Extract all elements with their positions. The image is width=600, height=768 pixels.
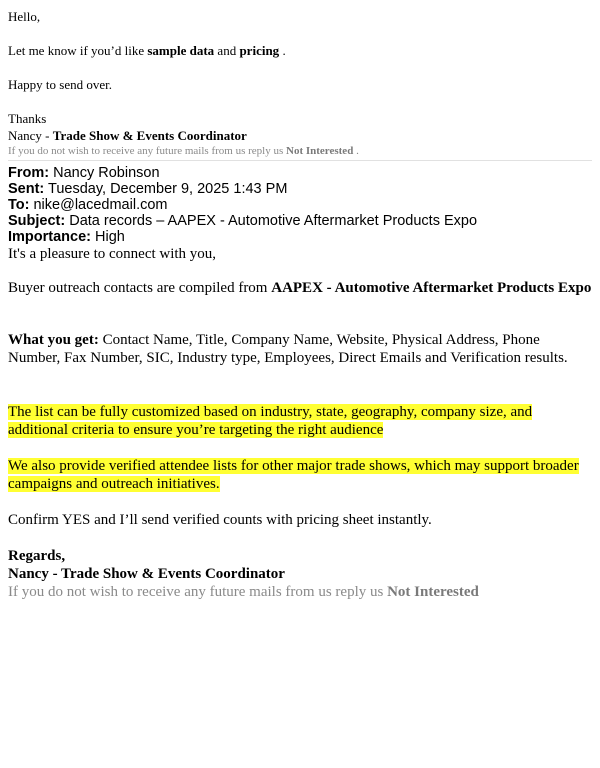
to-label: To: [8,197,30,213]
highlighted-text: We also provide verified attendee lists for other major trade shows, which may support broader campaigns and outreach initiatives. [8,458,579,492]
sent-value: Tuesday, December 9, 2025 1:43 PM [44,181,288,197]
pricing-text: pricing [239,43,280,58]
not-interested-text: Not Interested [387,584,479,600]
header-from [8,165,160,181]
subject-value: Data records – AAPEX - Automotive Aftermarket Products Expo [65,213,478,229]
what-you-get-label: What you get: [8,332,99,348]
body-paragraph-attendee-lists [8,457,592,493]
highlighted-text: The list can be fully customized based on industry, state, geography, company size, and additional criteria to ensure you’re targeting the right audience [8,404,533,438]
header-sent [8,181,287,197]
header-to [8,197,168,213]
quoted-line-sample-pricing: Let me know if you’d like sample data and pricing . [8,43,286,58]
quoted-greeting: Hello, [8,9,41,24]
subject-label: Subject: [8,213,66,229]
body-paragraph-customized [8,403,592,439]
event-name-text: AAPEX - Automotive Aftermarket Products Expo [271,280,592,296]
body-paragraph-source: Buyer outreach contacts are compiled from AAPEX - Automotive Aftermarket Products Expo [8,280,592,296]
quoted-unsubscribe-note: If you do not wish to receive any future mails from us reply us Not Interested . [8,145,359,157]
body-paragraph-what-you-get: What you get: Contact Name, Title, Company Name, Website, Physical Address, Phone Number, Fax Number, SIC, Industry type, Employees, Direct Emails and Verification results. [8,332,568,366]
importance-value: High [91,229,125,245]
body-signature: Nancy - Trade Show & Events Coordinator [8,566,285,582]
from-label: From: [8,165,50,181]
message-divider [8,160,592,161]
header-importance [8,229,125,245]
body-regards: Regards, [8,548,66,564]
body-paragraph-confirm: Confirm YES and I’ll send verified counts with pricing sheet instantly. [8,512,432,528]
sent-label: Sent: [8,181,45,197]
header-subject [8,213,477,229]
quoted-thanks: Thanks [8,111,47,126]
to-value: nike@lacedmail.com [29,197,168,213]
body-opening: It's a pleasure to connect with you, [8,246,217,262]
body-unsubscribe-note: If you do not wish to receive any future mails from us reply us Not Interested [8,584,479,600]
quoted-signature: Nancy - Trade Show & Events Coordinator [8,128,247,143]
importance-label: Importance: [8,229,91,245]
quoted-not-interested-text: Not Interested [286,145,354,157]
sample-data-text: sample data [147,43,215,58]
quoted-happy-line: Happy to send over. [8,77,112,92]
quoted-signature-title: Trade Show & Events Coordinator [52,128,247,143]
from-value: Nancy Robinson [49,165,160,181]
